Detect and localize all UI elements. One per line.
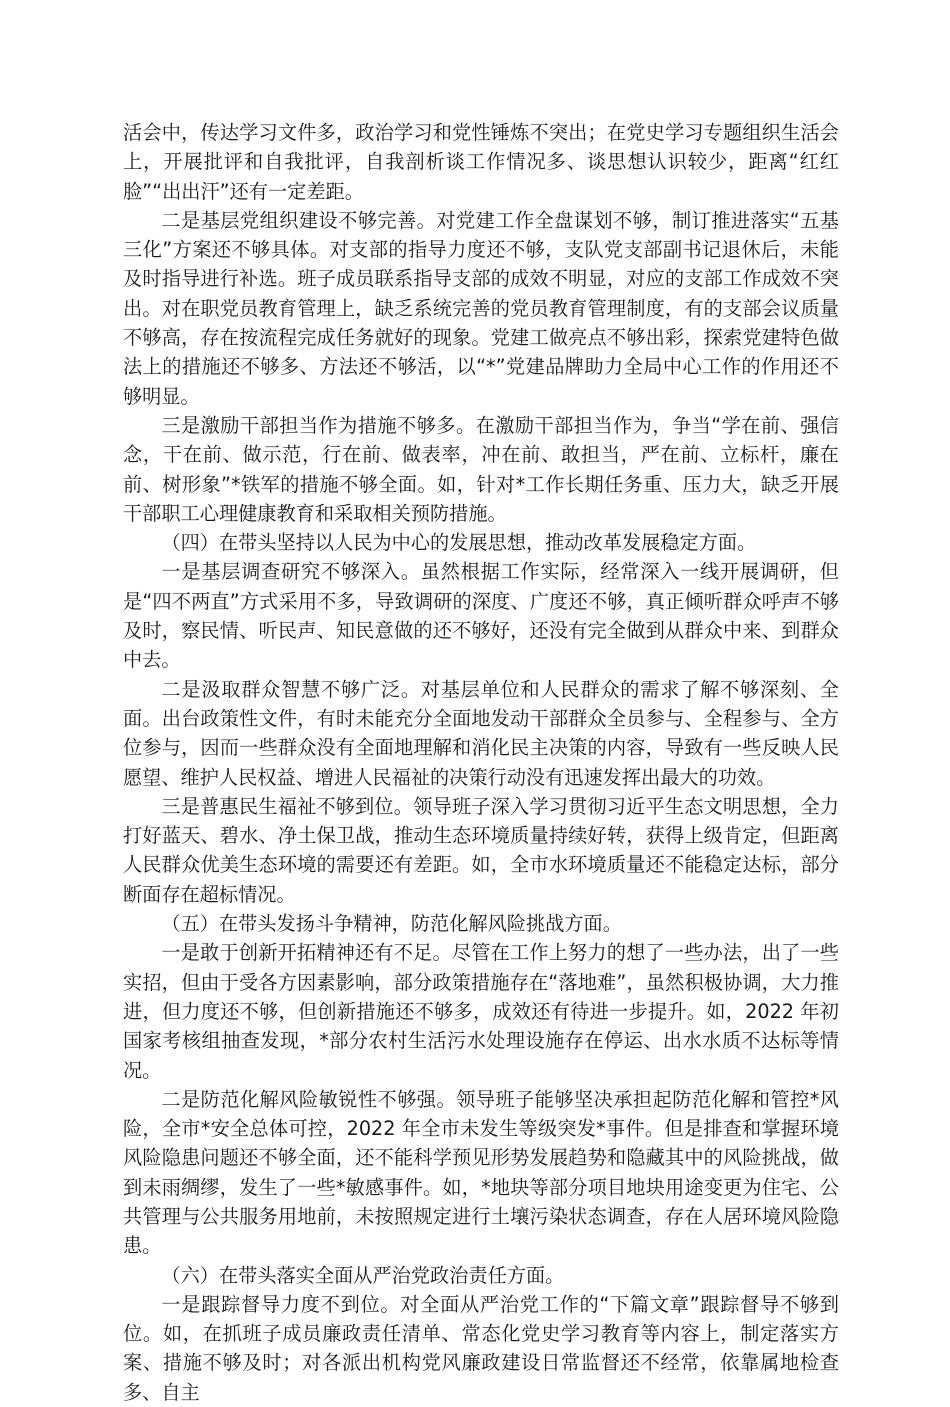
paragraph-public-wisdom: 二是汲取群众智慧不够广泛。对基层单位和人民群众的需求了解不够深刻、全面。出台政策性文件，有时未能充分全面地发动干部群众全员参与、全程参与、全方位参与，因而一些群众没有全面地理解和消化民主决策的内容，导致有一些反映人民愿望、维护人民权益、增进人民福祉的决策行动没有迅速发挥出最大的功效。 <box>123 677 839 789</box>
section-heading-six: （六）在带头落实全面从严治党政治责任方面。 <box>161 1263 565 1287</box>
paragraph-innovation: 一是敢于创新开拓精神还有不足。尽管在工作上努力的想了一些办法，出了一些实招，但由于受各方因素影响，部分政策措施存在“落地难”，虽然积极协调，大力推进，但力度还不够，但创新措施还不够多，成效还有待进一步提升。如，2022 年初国家考核组抽查发现，*部分农村生活污水处理设施存在停运、出水水质不达标等情况。 <box>123 941 839 1082</box>
paragraph-grassroots-research: 一是基层调查研究不够深入。虽然根据工作实际，经常深入一线开展调研，但是“四不两直”方式采用不多，导致调研的深度、广度还不够，真正倾听群众呼声不够及时，察民情、听民声、知民意做的还不够好，还没有完全做到从群众中来、到群众中去。 <box>123 560 839 672</box>
paragraph-continuation: 活会中，传达学习文件多，政治学习和党性锤炼不突出；在党史学习专题组织生活会上，开展批评和自我批评，自我剖析谈工作情况多、谈思想认识较少，距离“红红脸”“出出汗”还有一定差距。 <box>123 121 839 203</box>
paragraph-risk-prevention: 二是防范化解风险敏锐性不够强。领导班子能够坚决承担起防范化解和管控*风险，全市*安全总体可控，2022 年全市未发生等级突发*事件。但是排查和掌握环境风险隐患问题还不够全面，还不能科学预见形势发展趋势和隐藏其中的风险挑战，做到未雨绸缪，发生了一些*敏感事件。如，*地块等部分项目地块用途变更为住宅、公共管理与公共服务用地前，未按照规定进行土壤污染状态调查，存在人居环境风险隐患。 <box>123 1087 839 1258</box>
section-heading-four: （四）在带头坚持以人民为中心的发展思想，推动改革发展稳定方面。 <box>161 531 757 555</box>
document-body <box>123 118 839 1407</box>
paragraph-party-organization: 二是基层党组织建设不够完善。对党建工作全盘谋划不够，制订推进落实“五基三化”方案还不够具体。对支部的指导力度还不够，支队党支部副书记退休后，未能及时指导进行补选。班子成员联系指导支部的成效不明显，对应的支部工作成效不突出。对在职党员教育管理上，缺乏系统完善的党员教育管理制度，有的支部会议质量不够高，存在按流程完成任务就好的现象。党建工做亮点不够出彩，探索党建特色做法上的措施还不够多、方法还不够活，以“*”党建品牌助力全局中心工作的作用还不够明显。 <box>123 208 839 408</box>
section-heading-five: （五）在带头发扬斗争精神，防范化解风险挑战方面。 <box>161 912 622 936</box>
paragraph-cadre-incentive: 三是激励干部担当作为措施不够多。在激励干部担当作为，争当“学在前、强信念，干在前、做示范，行在前、做表率，冲在前、敢担当，严在前、立标杆，廉在前、树形象”*铁军的措施不够全面。如，针对*工作长期任务重、压力大，缺乏开展干部职工心理健康教育和采取相关预防措施。 <box>123 413 839 525</box>
paragraph-livelihood: 三是普惠民生福祉不够到位。领导班子深入学习贯彻习近平生态文明思想，全力打好蓝天、碧水、净土保卫战，推动生态环境质量持续好转，获得上级肯定，但距离人民群众优美生态环境的需要还有差距。如，全市水环境质量还不能稳定达标，部分断面存在超标情况。 <box>123 794 839 906</box>
paragraph-supervision: 一是跟踪督导力度不到位。对全面从严治党工作的“下篇文章”跟踪督导不够到位。如，在抓班子成员廉政责任清单、常态化党史学习教育等内容上，制定落实方案、措施不够及时；对各派出机构党风廉政建设日常监督还不经常，依靠属地检查多、自主 <box>123 1292 839 1404</box>
